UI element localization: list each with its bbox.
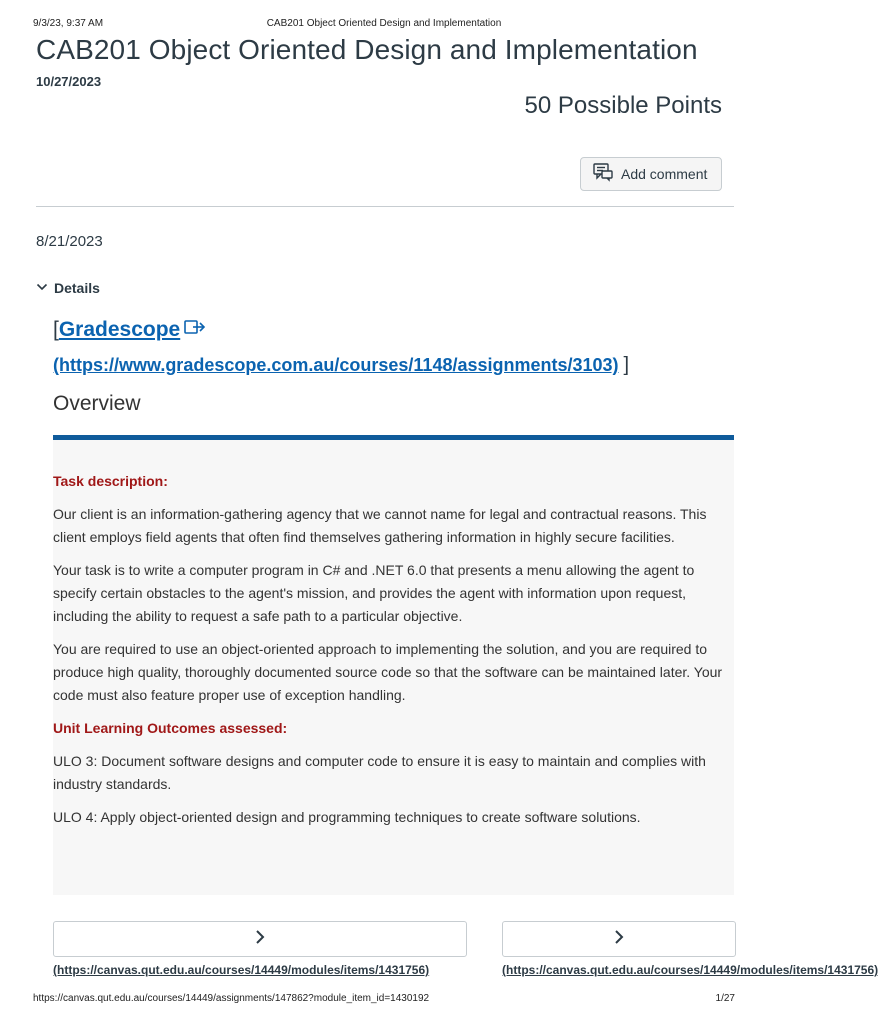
module-nav-link-1[interactable]: (https://canvas.qut.edu.au/courses/14449/modules/items/1431756): [53, 963, 430, 977]
open-bracket: [: [53, 318, 59, 341]
assignment-date: 8/21/2023: [36, 233, 103, 250]
print-timestamp: 9/3/23, 9:37 AM: [33, 18, 104, 29]
module-nav-next-button-2[interactable]: [502, 921, 736, 957]
ulo-item-4: ULO 4: Apply object-oriented design and programming techniques to create software solutions.: [53, 809, 641, 825]
print-footer-url: https://canvas.qut.edu.au/courses/14449/assignments/147862?module_item_id=1430192: [33, 993, 430, 1004]
task-paragraph-2: Your task is to write a computer program in C# and .NET 6.0 that presents a menu allowing the agent to specify certain obstacles to the agent's mission, and provides the agent with information upon request, including the ability to request a safe path to a particular objective.: [53, 562, 695, 624]
add-comment-button[interactable]: [580, 157, 722, 191]
header-divider: [36, 206, 734, 207]
ulo-item-3: ULO 3: Document software designs and computer code to ensure it is easy to maintain and complies with industry standards.: [53, 753, 706, 792]
close-bracket: ]: [623, 354, 630, 376]
print-header: [33, 18, 735, 32]
possible-points: 50 Possible Points: [524, 92, 722, 119]
external-link-icon: [184, 318, 206, 342]
gradescope-line: [53, 318, 206, 342]
comment-icon: [593, 163, 621, 186]
details-toggle[interactable]: [36, 280, 100, 296]
chevron-right-icon: [253, 929, 267, 950]
print-page-number: 1/27: [715, 993, 735, 1004]
gradescope-url-link[interactable]: (https://www.gradescope.com.au/courses/1148/assignments/3103): [53, 355, 619, 375]
gradescope-link[interactable]: Gradescope: [58, 318, 181, 341]
print-title: CAB201 Object Oriented Design and Implementation: [266, 18, 502, 29]
ulo-heading: Unit Learning Outcomes assessed:: [53, 720, 288, 736]
task-paragraph-1: Our client is an information-gathering agency that we cannot name for legal and contractual reasons. This client employs field agents that often find themselves gathering information in highly secure facilities.: [53, 506, 707, 545]
module-nav-next-button-1[interactable]: [53, 921, 467, 957]
page-title: CAB201 Object Oriented Design and Implementation: [36, 34, 698, 65]
task-paragraph-3: You are required to use an object-oriented approach to implementing the solution, and you are required to produce high quality, thoroughly documented source code so that the software can be maintained later. Your code must also feature proper use of exception handling.: [53, 641, 723, 703]
add-comment-label: Add comment: [621, 166, 708, 182]
task-heading: Task description:: [53, 473, 168, 489]
due-date: 10/27/2023: [36, 74, 102, 89]
chevron-right-icon: [612, 929, 626, 950]
gradescope-url-line: [53, 354, 629, 377]
details-label: Details: [54, 280, 100, 296]
overview-heading: Overview: [53, 392, 141, 415]
description-content: [53, 440, 734, 895]
module-nav-link-2[interactable]: (https://canvas.qut.edu.au/courses/14449/modules/items/1431756): [502, 963, 878, 977]
chevron-down-icon: [36, 280, 54, 296]
